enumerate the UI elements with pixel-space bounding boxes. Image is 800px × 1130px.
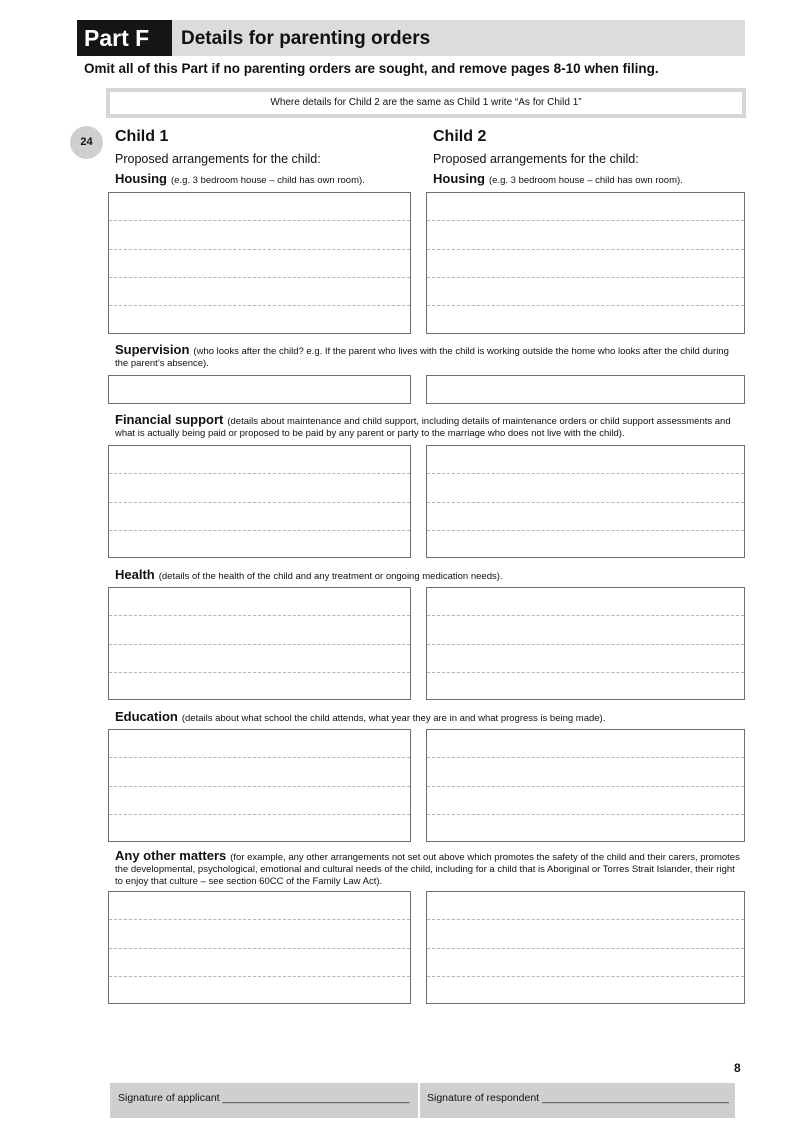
other-matters-hint: (for example, any other arrangements not set out above which promotes the safety of the child and their carers, promotes the developmental, psychological, emotional and cultural needs of the child, including for a child that is Aboriginal or Torres Strait Islander, their right to enjoy that culture – see section 60CC of the Family Law Act). (115, 852, 740, 887)
health-label: Health (115, 567, 155, 582)
supervision-hint: (who looks after the child? e.g. If the parent who lives with the child is working outside the home who looks after the child during the parent’s absence). (115, 346, 729, 369)
omit-instruction: Omit all of this Part if no parenting orders are sought, and remove pages 8-10 when filing. (84, 61, 659, 76)
supervision-label: Supervision (115, 342, 190, 357)
education-heading (115, 711, 740, 725)
other-matters-heading (115, 850, 740, 888)
education-hint: (details about what school the child attends, what year they are in and what progress is being made). (181, 713, 606, 724)
other-matters-label: Any other matters (115, 848, 227, 863)
part-title: Details for parenting orders (172, 20, 745, 56)
financial-support-label: Financial support (115, 412, 224, 427)
supervision-heading (115, 344, 740, 370)
same-as-child-note-box (106, 88, 746, 118)
child-2-health-field[interactable] (426, 587, 745, 700)
housing-hint: (e.g. 3 bedroom house – child has own room). (171, 175, 365, 186)
financial-support-hint: (details about maintenance and child support, including details of maintenance orders or child support assessments and what is actually being paid or proposed to be paid by any parent or party to the marriage who does not live with the child). (115, 416, 731, 439)
child-2-other-matters-field[interactable] (426, 891, 745, 1004)
child-1-arrangements-label: Proposed arrangements for the child: (115, 152, 321, 166)
child-1-housing-field[interactable] (108, 192, 411, 334)
applicant-signature-field[interactable]: Signature of applicant ________________________________ (118, 1092, 410, 1104)
child-1-financial-support-field[interactable] (108, 445, 411, 558)
signature-divider (418, 1083, 420, 1118)
child-2-arrangements-label: Proposed arrangements for the child: (433, 152, 639, 166)
child-2-education-field[interactable] (426, 729, 745, 842)
child-1-health-field[interactable] (108, 587, 411, 700)
health-heading (115, 569, 740, 583)
health-hint: (details of the health of the child and any treatment or ongoing medication needs). (158, 571, 503, 582)
same-as-child-note: Where details for Child 2 are the same as Child 1 write “As for Child 1” (110, 92, 742, 114)
child-2-financial-support-field[interactable] (426, 445, 745, 558)
housing-label: Housing (115, 171, 167, 186)
child-1-supervision-field[interactable] (108, 375, 411, 404)
child-1-other-matters-field[interactable] (108, 891, 411, 1004)
child-1-education-field[interactable] (108, 729, 411, 842)
child-2-heading: Child 2 (433, 128, 487, 145)
financial-support-heading (115, 414, 740, 440)
child-2-supervision-field[interactable] (426, 375, 745, 404)
housing-hint: (e.g. 3 bedroom house – child has own room). (489, 175, 683, 186)
child-2-housing-field[interactable] (426, 192, 745, 334)
child-1-housing-heading (115, 173, 365, 187)
question-number-badge: 24 (70, 126, 103, 159)
part-label: Part F (77, 20, 172, 56)
child-2-housing-heading (433, 173, 683, 187)
education-label: Education (115, 709, 178, 724)
respondent-signature-field[interactable]: Signature of respondent ________________________________ (427, 1092, 729, 1104)
housing-label: Housing (433, 171, 485, 186)
page-number: 8 (734, 1061, 741, 1075)
child-1-heading: Child 1 (115, 128, 169, 145)
